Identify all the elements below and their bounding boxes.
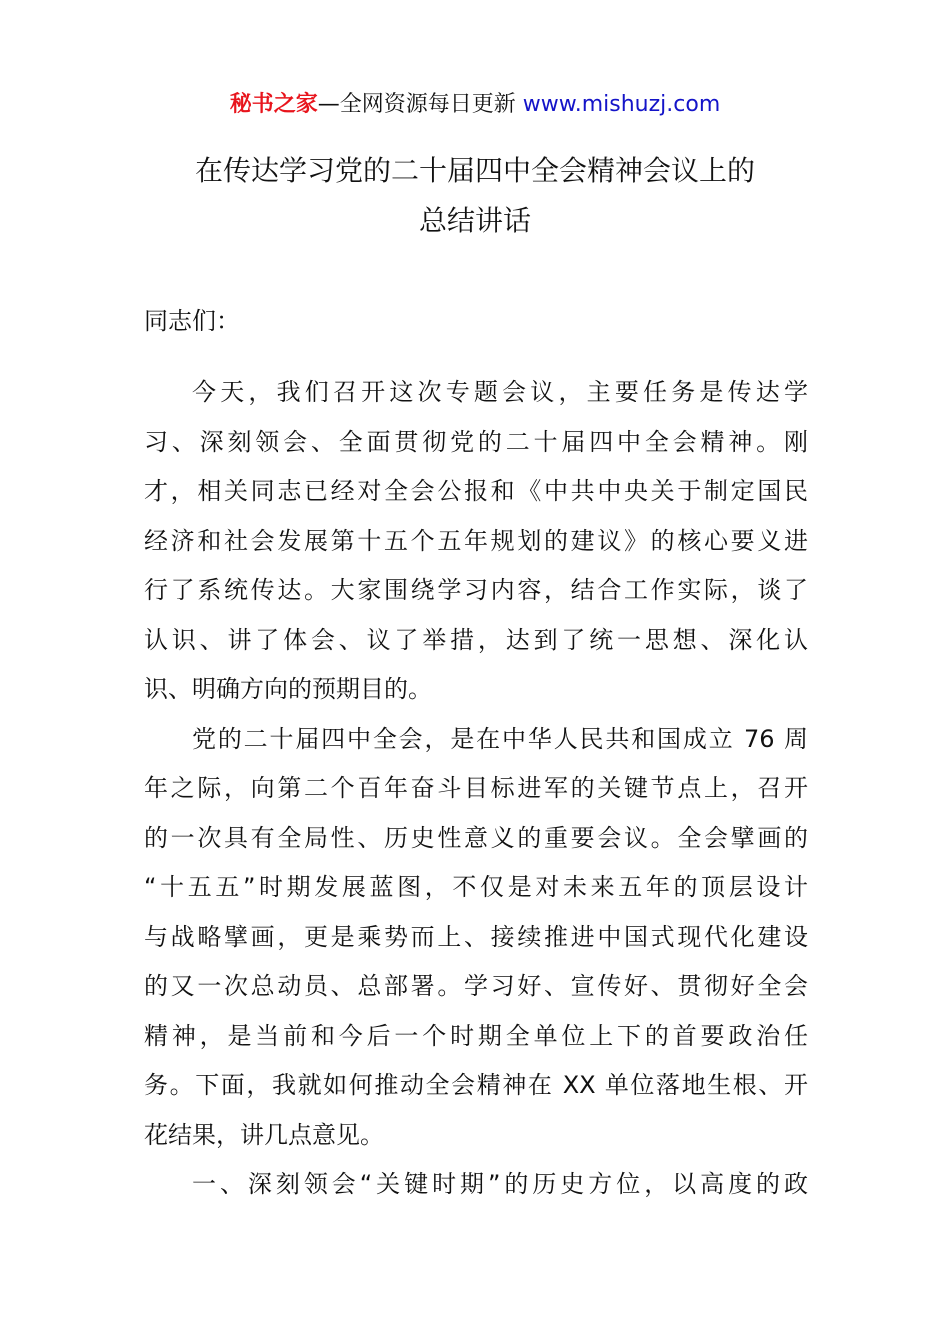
paragraph-line: 习、深刻领会、全面贯彻党的二十届四中全会精神。刚 bbox=[144, 427, 808, 456]
paragraph-line: 的又一次总动员、总部署。学习好、宣传好、贯彻好全会 bbox=[144, 972, 808, 1000]
site-brand: 秘书之家 bbox=[229, 92, 318, 117]
site-header bbox=[0, 88, 950, 122]
paragraph-2 bbox=[144, 715, 808, 1161]
title-line-1: 在传达学习党的二十届四中全会精神会议上的 bbox=[194, 154, 755, 187]
paragraph-line: 务。下面，我就如何推动全会精神在 XX 单位落地生根、开 bbox=[144, 1071, 808, 1099]
paragraph-line: 才，相关同志已经对全会公报和《中共中央关于制定国民 bbox=[144, 477, 808, 505]
site-url-link[interactable]: www.mishuzj.com bbox=[522, 92, 721, 117]
paragraph-1 bbox=[144, 368, 808, 715]
document-body bbox=[144, 296, 808, 1210]
paragraph-line: “十五五”时期发展蓝图，不仅是对未来五年的顶层设计 bbox=[144, 873, 808, 901]
paragraph-line: 精神，是当前和今后一个时期全单位上下的首要政治任 bbox=[144, 1021, 808, 1050]
paragraph-line: 经济和社会发展第十五个五年规划的建议》的核心要义进 bbox=[144, 526, 808, 555]
paragraph-line: 与战略擘画，更是乘势而上、接续推进中国式现代化建设 bbox=[144, 922, 808, 951]
paragraph-line: 花结果，讲几点意见。 bbox=[144, 1120, 384, 1149]
paragraph-line: 年之际，向第二个百年奋斗目标进军的关键节点上，召开 bbox=[144, 774, 808, 802]
paragraph-line: 认识、讲了体会、议了举措，达到了统一思想、深化认 bbox=[144, 625, 808, 654]
paragraph-line: 识、明确方向的预期目的。 bbox=[144, 675, 432, 703]
document-title bbox=[0, 146, 950, 246]
paragraph-line: 行了系统传达。大家围绕学习内容，结合工作实际，谈了 bbox=[144, 576, 808, 604]
paragraph-line: 的一次具有全局性、历史性意义的重要会议。全会擘画的 bbox=[144, 823, 808, 852]
title-line-2: 总结讲话 bbox=[418, 204, 531, 237]
heading-line: 一、深刻领会“关键时期”的历史方位，以高度的政 bbox=[192, 1170, 808, 1198]
section-heading-1 bbox=[144, 1160, 808, 1210]
salutation: 同志们： bbox=[144, 307, 240, 335]
paragraph-line: 今天，我们召开这次专题会议，主要任务是传达学 bbox=[192, 378, 808, 406]
site-slogan: —全网资源每日更新 bbox=[317, 92, 523, 117]
paragraph-line: 党的二十届四中全会，是在中华人民共和国成立 76 周 bbox=[192, 724, 808, 753]
